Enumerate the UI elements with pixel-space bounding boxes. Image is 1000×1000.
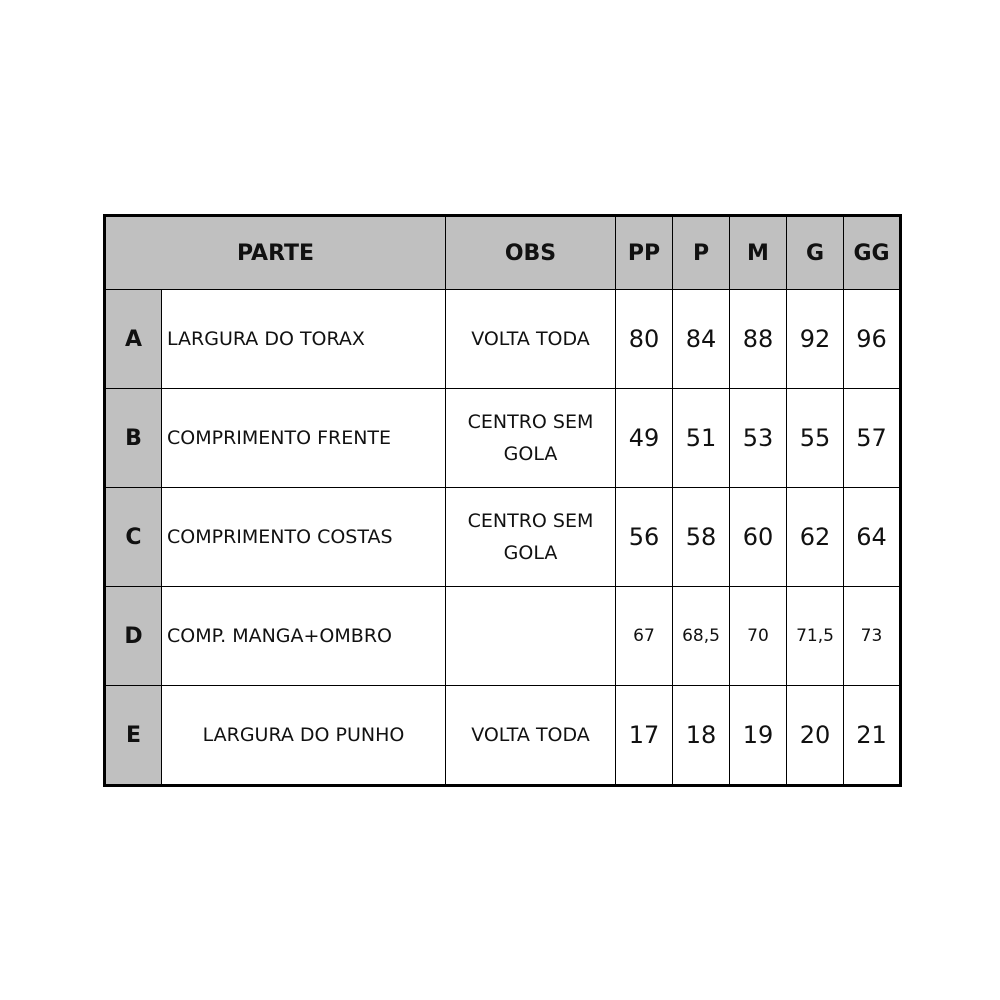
header-size-g: G	[787, 216, 844, 290]
value-pp: 17	[616, 686, 673, 786]
row-letter: D	[105, 587, 162, 686]
value-g: 20	[787, 686, 844, 786]
value-gg: 73	[844, 587, 901, 686]
obs-line-2: GOLA	[503, 542, 558, 564]
row-part: LARGURA DO PUNHO	[162, 686, 446, 786]
row-obs: VOLTA TODA	[446, 686, 616, 786]
value-g: 62	[787, 488, 844, 587]
table-row	[105, 290, 901, 389]
row-letter: E	[105, 686, 162, 786]
header-size-pp: PP	[616, 216, 673, 290]
row-letter: C	[105, 488, 162, 587]
row-part: LARGURA DO TORAX	[162, 290, 446, 389]
obs-line-2: GOLA	[503, 443, 558, 465]
value-pp: 67	[616, 587, 673, 686]
size-chart-table	[103, 214, 902, 787]
value-gg: 21	[844, 686, 901, 786]
header-obs: OBS	[446, 216, 616, 290]
row-letter: A	[105, 290, 162, 389]
table-row	[105, 488, 901, 587]
value-p: 58	[673, 488, 730, 587]
obs-line-1: CENTRO SEM	[467, 509, 594, 532]
table-row	[105, 389, 901, 488]
row-obs	[446, 488, 616, 587]
row-part: COMPRIMENTO FRENTE	[162, 389, 446, 488]
obs-line-1: CENTRO SEM	[467, 410, 594, 433]
table-row	[105, 686, 901, 786]
header-row	[105, 216, 901, 290]
value-m: 53	[730, 389, 787, 488]
table-row	[105, 587, 901, 686]
value-m: 88	[730, 290, 787, 389]
value-p: 68,5	[673, 587, 730, 686]
header-size-gg: GG	[844, 216, 901, 290]
value-pp: 80	[616, 290, 673, 389]
value-pp: 56	[616, 488, 673, 587]
value-p: 18	[673, 686, 730, 786]
value-gg: 57	[844, 389, 901, 488]
value-m: 19	[730, 686, 787, 786]
value-m: 70	[730, 587, 787, 686]
value-m: 60	[730, 488, 787, 587]
header-size-p: P	[673, 216, 730, 290]
value-pp: 49	[616, 389, 673, 488]
value-g: 55	[787, 389, 844, 488]
header-parte: PARTE	[105, 216, 446, 290]
value-g: 71,5	[787, 587, 844, 686]
row-part: COMP. MANGA+OMBRO	[162, 587, 446, 686]
row-obs: VOLTA TODA	[446, 290, 616, 389]
row-part: COMPRIMENTO COSTAS	[162, 488, 446, 587]
value-p: 84	[673, 290, 730, 389]
header-size-m: M	[730, 216, 787, 290]
value-gg: 64	[844, 488, 901, 587]
row-obs	[446, 389, 616, 488]
row-letter: B	[105, 389, 162, 488]
value-g: 92	[787, 290, 844, 389]
value-p: 51	[673, 389, 730, 488]
value-gg: 96	[844, 290, 901, 389]
row-obs	[446, 587, 616, 686]
